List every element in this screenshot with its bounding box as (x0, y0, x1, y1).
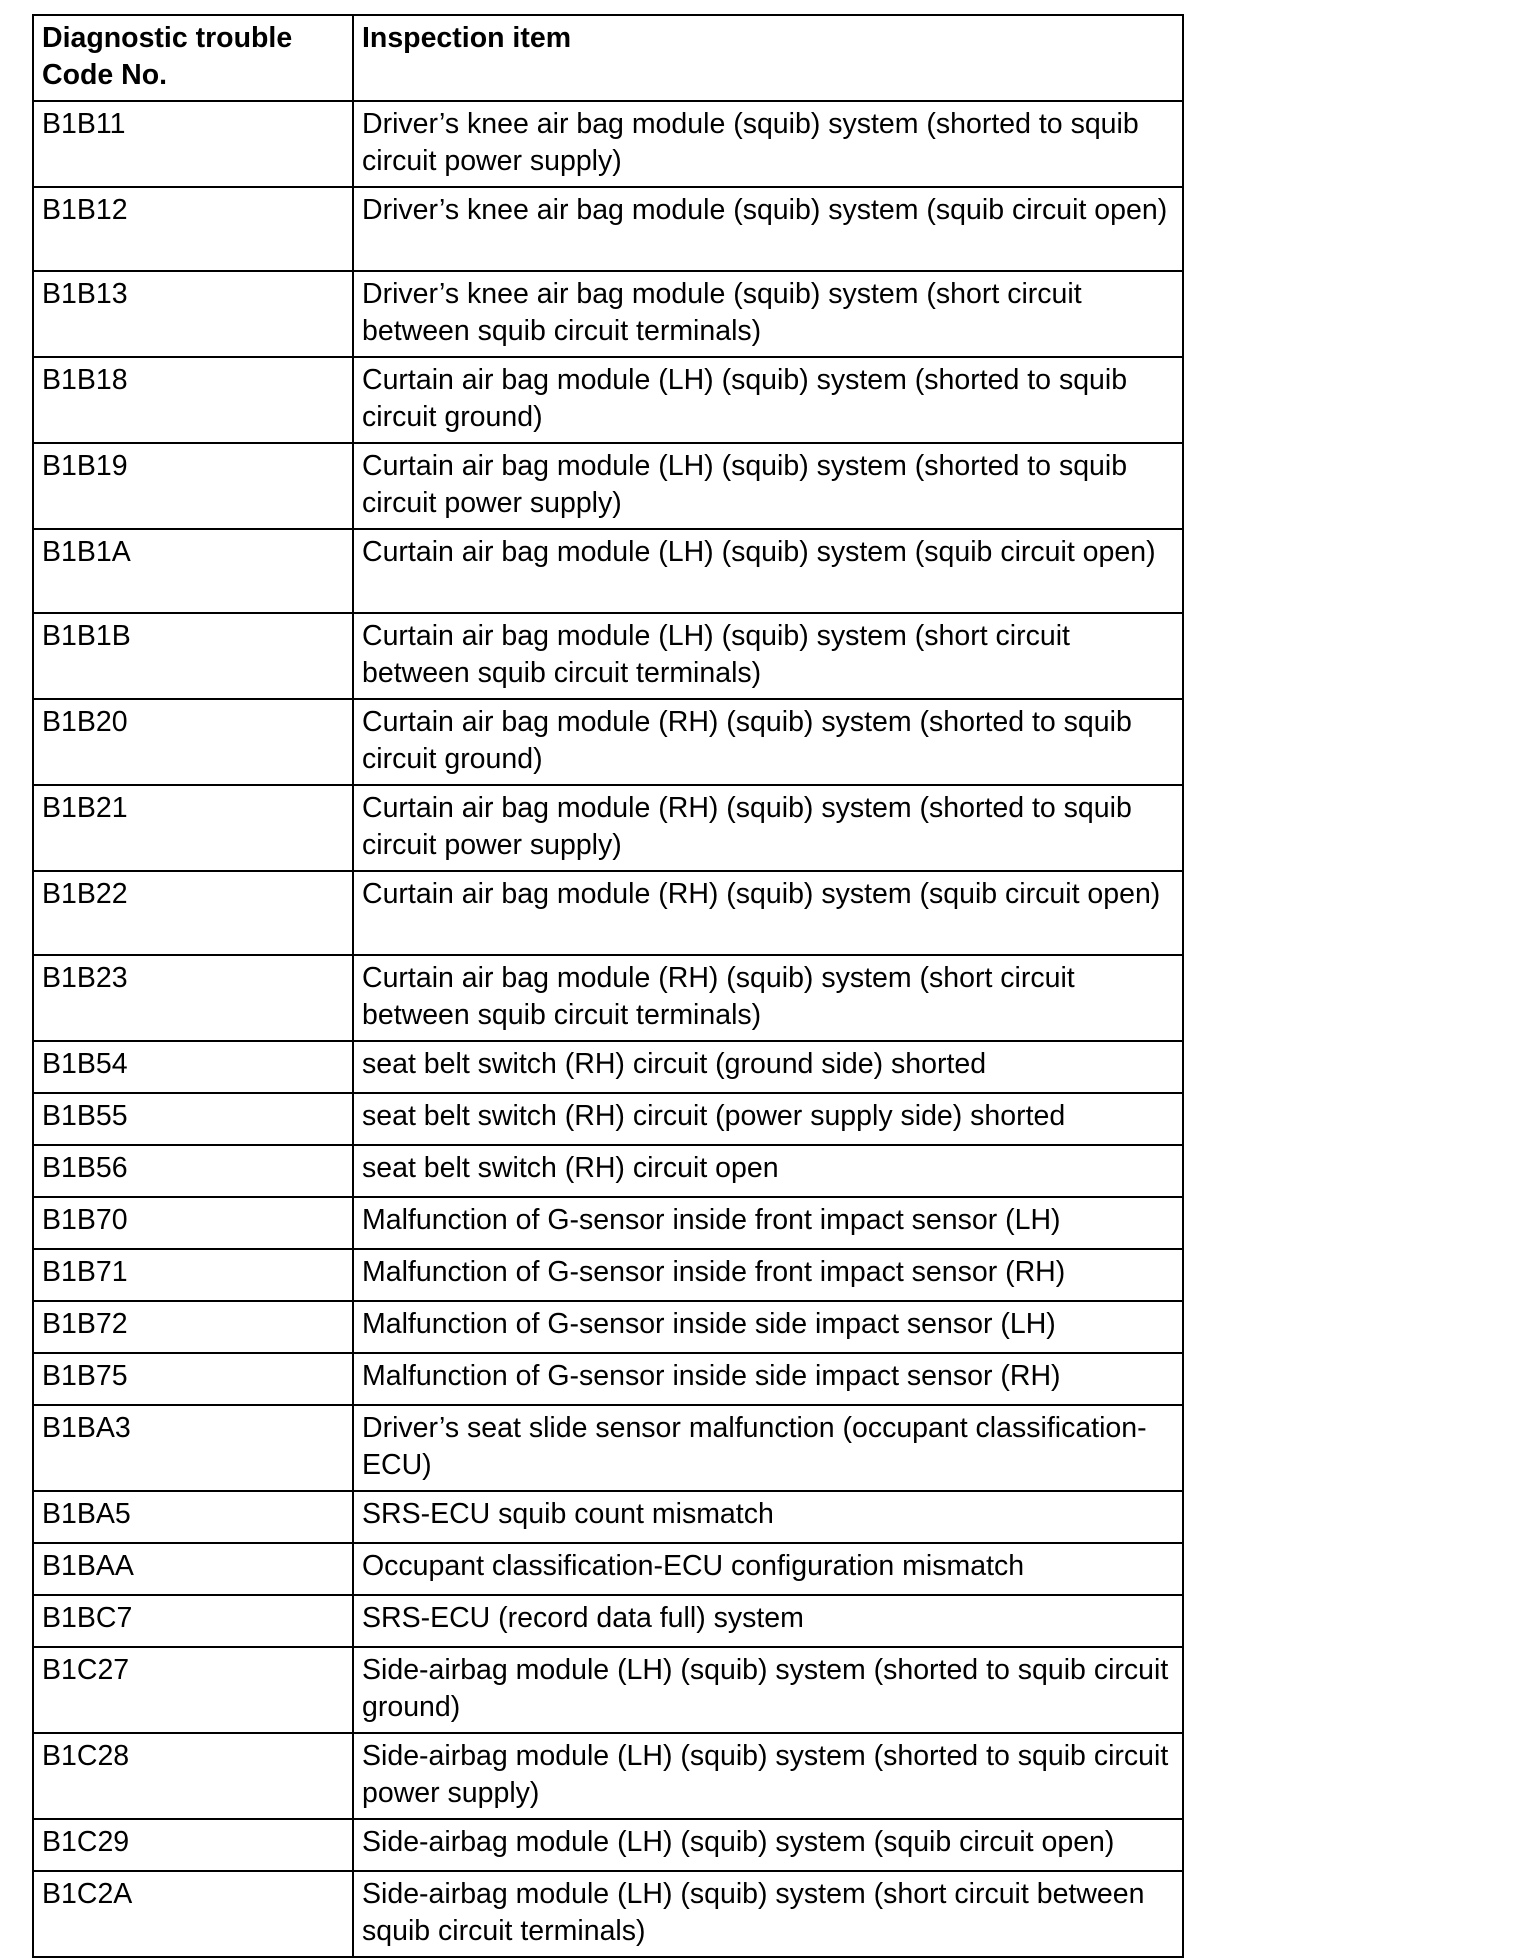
dtc-code-cell: B1B70 (33, 1197, 353, 1249)
inspection-item-cell: Occupant classification-ECU configuration mismatch (353, 1543, 1183, 1595)
inspection-item-cell: Curtain air bag module (LH) (squib) system (shorted to squib circuit ground) (353, 357, 1183, 443)
dtc-code-cell: B1B11 (33, 101, 353, 187)
inspection-item-cell: Side-airbag module (LH) (squib) system (shorted to squib circuit power supply) (353, 1733, 1183, 1819)
inspection-item-cell: Malfunction of G-sensor inside side impact sensor (LH) (353, 1301, 1183, 1353)
dtc-code-cell: B1C28 (33, 1733, 353, 1819)
table-body (33, 101, 1183, 1957)
table-row (33, 785, 1183, 871)
dtc-code-cell: B1B1A (33, 529, 353, 613)
inspection-item-cell: seat belt switch (RH) circuit open (353, 1145, 1183, 1197)
dtc-code-cell: B1C2A (33, 1871, 353, 1957)
header-inspection-item-column: Inspection item (353, 15, 1183, 101)
inspection-item-cell: Driver’s seat slide sensor malfunction (occupant classification-ECU) (353, 1405, 1183, 1491)
table-row (33, 1145, 1183, 1197)
dtc-code-cell: B1B56 (33, 1145, 353, 1197)
table-row (33, 1093, 1183, 1145)
inspection-item-cell: Driver’s knee air bag module (squib) system (shorted to squib circuit power supply) (353, 101, 1183, 187)
inspection-item-cell: Curtain air bag module (LH) (squib) system (shorted to squib circuit power supply) (353, 443, 1183, 529)
table-row (33, 1733, 1183, 1819)
table-row (33, 955, 1183, 1041)
table-row (33, 1197, 1183, 1249)
table-row (33, 529, 1183, 613)
table-row (33, 1595, 1183, 1647)
inspection-item-cell: Curtain air bag module (RH) (squib) system (shorted to squib circuit power supply) (353, 785, 1183, 871)
dtc-code-cell: B1B23 (33, 955, 353, 1041)
table-row (33, 357, 1183, 443)
dtc-code-cell: B1B75 (33, 1353, 353, 1405)
dtc-code-cell: B1B20 (33, 699, 353, 785)
table-row (33, 613, 1183, 699)
header-code-column: Diagnostic trouble Code No. (33, 15, 353, 101)
inspection-item-cell: Driver’s knee air bag module (squib) system (squib circuit open) (353, 187, 1183, 271)
inspection-item-cell: Side-airbag module (LH) (squib) system (short circuit between squib circuit terminals) (353, 1871, 1183, 1957)
dtc-inspection-table (32, 14, 1184, 1958)
dtc-code-cell: B1B12 (33, 187, 353, 271)
table-row (33, 101, 1183, 187)
inspection-item-cell: Driver’s knee air bag module (squib) system (short circuit between squib circuit terminals) (353, 271, 1183, 357)
dtc-code-cell: B1C29 (33, 1819, 353, 1871)
dtc-code-cell: B1B19 (33, 443, 353, 529)
table-row (33, 1353, 1183, 1405)
inspection-item-cell: Side-airbag module (LH) (squib) system (shorted to squib circuit ground) (353, 1647, 1183, 1733)
dtc-code-cell: B1BAA (33, 1543, 353, 1595)
inspection-item-cell: Curtain air bag module (RH) (squib) system (short circuit between squib circuit terminals) (353, 955, 1183, 1041)
table-row (33, 443, 1183, 529)
dtc-code-cell: B1B71 (33, 1249, 353, 1301)
dtc-code-cell: B1BA3 (33, 1405, 353, 1491)
table-row (33, 1491, 1183, 1543)
inspection-item-cell: Malfunction of G-sensor inside front impact sensor (RH) (353, 1249, 1183, 1301)
table-row (33, 1647, 1183, 1733)
dtc-code-cell: B1BA5 (33, 1491, 353, 1543)
table-row (33, 1819, 1183, 1871)
dtc-code-cell: B1B1B (33, 613, 353, 699)
dtc-code-cell: B1B22 (33, 871, 353, 955)
inspection-item-cell: SRS-ECU (record data full) system (353, 1595, 1183, 1647)
table-row (33, 271, 1183, 357)
table-row (33, 1301, 1183, 1353)
table-row (33, 871, 1183, 955)
inspection-item-cell: Malfunction of G-sensor inside side impact sensor (RH) (353, 1353, 1183, 1405)
dtc-code-cell: B1BC7 (33, 1595, 353, 1647)
table-row (33, 1249, 1183, 1301)
dtc-code-cell: B1B21 (33, 785, 353, 871)
table-row (33, 187, 1183, 271)
dtc-code-cell: B1B54 (33, 1041, 353, 1093)
inspection-item-cell: Curtain air bag module (RH) (squib) system (squib circuit open) (353, 871, 1183, 955)
inspection-item-cell: Malfunction of G-sensor inside front impact sensor (LH) (353, 1197, 1183, 1249)
dtc-code-cell: B1B55 (33, 1093, 353, 1145)
dtc-code-cell: B1B13 (33, 271, 353, 357)
table-row (33, 1405, 1183, 1491)
inspection-item-cell: Curtain air bag module (LH) (squib) system (short circuit between squib circuit terminals) (353, 613, 1183, 699)
inspection-item-cell: seat belt switch (RH) circuit (ground side) shorted (353, 1041, 1183, 1093)
dtc-code-cell: B1B72 (33, 1301, 353, 1353)
inspection-item-cell: seat belt switch (RH) circuit (power supply side) shorted (353, 1093, 1183, 1145)
inspection-item-cell: Side-airbag module (LH) (squib) system (squib circuit open) (353, 1819, 1183, 1871)
inspection-item-cell: Curtain air bag module (LH) (squib) system (squib circuit open) (353, 529, 1183, 613)
inspection-item-cell: SRS-ECU squib count mismatch (353, 1491, 1183, 1543)
table-row (33, 1041, 1183, 1093)
table-row (33, 1543, 1183, 1595)
table-row (33, 699, 1183, 785)
dtc-code-cell: B1B18 (33, 357, 353, 443)
table-row (33, 1871, 1183, 1957)
inspection-item-cell: Curtain air bag module (RH) (squib) system (shorted to squib circuit ground) (353, 699, 1183, 785)
table-header-row (33, 15, 1183, 101)
dtc-code-cell: B1C27 (33, 1647, 353, 1733)
